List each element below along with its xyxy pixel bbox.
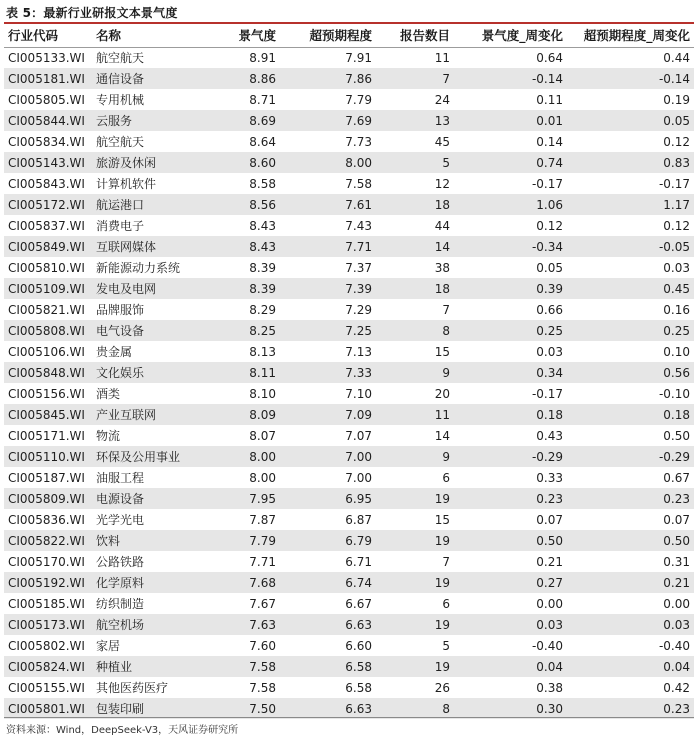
- table-row: [4, 362, 694, 383]
- cell-sentiment-weekly-change: 0.05: [536, 260, 563, 275]
- cell-sentiment: 7.87: [249, 512, 276, 527]
- cell-name: 航空机场: [96, 618, 145, 632]
- cell-industry-code: CI005192.WI: [8, 575, 85, 590]
- cell-surprise-degree: 7.79: [345, 92, 372, 107]
- cell-sentiment: 8.39: [249, 281, 276, 296]
- cell-sentiment-weekly-change: 0.23: [536, 491, 563, 506]
- cell-industry-code: CI005849.WI: [8, 239, 85, 254]
- cell-report-count: 19: [434, 533, 450, 548]
- cell-sentiment: 8.69: [249, 113, 276, 128]
- cell-name: 消费电子: [96, 219, 145, 233]
- header-surprise-degree: 超预期程度: [280, 24, 376, 47]
- cell-surprise-degree: 7.37: [345, 260, 372, 275]
- cell-sentiment: 8.39: [249, 260, 276, 275]
- cell-name: 环保及公用事业: [96, 450, 181, 464]
- cell-report-count: 18: [434, 281, 450, 296]
- cell-name: 公路铁路: [96, 555, 145, 569]
- cell-sentiment: 8.71: [249, 92, 276, 107]
- table-row: [4, 194, 694, 215]
- cell-name: 电源设备: [96, 492, 145, 506]
- cell-surprise-weekly-change: -0.17: [658, 176, 690, 191]
- cell-report-count: 12: [434, 176, 450, 191]
- cell-sentiment: 8.07: [249, 428, 276, 443]
- cell-name: 贵金属: [96, 345, 133, 359]
- cell-report-count: 8: [442, 701, 450, 716]
- table-row: [4, 341, 694, 362]
- header-sentiment-weekly-change: 景气度_周变化: [454, 24, 567, 47]
- cell-name: 其他医药医疗: [96, 681, 169, 695]
- cell-report-count: 18: [434, 197, 450, 212]
- cell-industry-code: CI005110.WI: [8, 449, 85, 464]
- cell-name: 专用机械: [96, 93, 145, 107]
- cell-report-count: 7: [442, 302, 450, 317]
- cell-surprise-degree: 7.29: [345, 302, 372, 317]
- cell-sentiment-weekly-change: -0.40: [531, 638, 563, 653]
- cell-report-count: 9: [442, 365, 450, 380]
- cell-name: 电气设备: [96, 324, 145, 338]
- table-row: [4, 47, 694, 68]
- table-row: [4, 173, 694, 194]
- cell-sentiment-weekly-change: 0.66: [536, 302, 563, 317]
- cell-sentiment: 7.68: [249, 575, 276, 590]
- cell-report-count: 26: [434, 680, 450, 695]
- header-surprise-weekly-change: 超预期程度_周变化: [567, 24, 694, 47]
- cell-name: 物流: [96, 429, 121, 443]
- cell-surprise-weekly-change: 0.23: [663, 491, 690, 506]
- cell-industry-code: CI005171.WI: [8, 428, 85, 443]
- industry-sentiment-table: [4, 24, 694, 719]
- table-row: [4, 572, 694, 593]
- cell-sentiment-weekly-change: 0.01: [536, 113, 563, 128]
- cell-industry-code: CI005845.WI: [8, 407, 85, 422]
- cell-sentiment-weekly-change: 0.39: [536, 281, 563, 296]
- cell-sentiment-weekly-change: 0.25: [536, 323, 563, 338]
- cell-surprise-weekly-change: -0.10: [658, 386, 690, 401]
- cell-sentiment: 7.95: [249, 491, 276, 506]
- table-row: [4, 467, 694, 488]
- cell-sentiment: 8.00: [249, 470, 276, 485]
- cell-surprise-degree: 7.25: [345, 323, 372, 338]
- cell-industry-code: CI005133.WI: [8, 50, 85, 65]
- cell-surprise-weekly-change: 0.42: [663, 680, 690, 695]
- cell-industry-code: CI005824.WI: [8, 659, 85, 674]
- cell-sentiment-weekly-change: 0.18: [536, 407, 563, 422]
- cell-report-count: 6: [442, 470, 450, 485]
- cell-industry-code: CI005143.WI: [8, 155, 85, 170]
- cell-report-count: 45: [434, 134, 450, 149]
- cell-surprise-weekly-change: 0.12: [663, 218, 690, 233]
- cell-sentiment-weekly-change: -0.29: [531, 449, 563, 464]
- cell-sentiment: 8.00: [249, 449, 276, 464]
- cell-surprise-degree: 7.61: [345, 197, 372, 212]
- table-caption: 表 5：最新行业研报文本景气度: [6, 6, 178, 20]
- cell-sentiment: 8.86: [249, 71, 276, 86]
- table-row: [4, 236, 694, 257]
- cell-industry-code: CI005821.WI: [8, 302, 85, 317]
- cell-name: 光学光电: [96, 513, 145, 527]
- cell-sentiment-weekly-change: 0.04: [536, 659, 563, 674]
- table-row: [4, 488, 694, 509]
- table-row: [4, 698, 694, 719]
- cell-sentiment: 8.64: [249, 134, 276, 149]
- cell-report-count: 7: [442, 71, 450, 86]
- cell-surprise-degree: 6.58: [345, 680, 372, 695]
- cell-surprise-degree: 7.39: [345, 281, 372, 296]
- cell-surprise-weekly-change: 0.50: [663, 428, 690, 443]
- cell-report-count: 11: [434, 50, 450, 65]
- cell-name: 饮料: [96, 534, 121, 548]
- cell-report-count: 44: [434, 218, 450, 233]
- cell-surprise-weekly-change: -0.14: [658, 71, 690, 86]
- cell-report-count: 15: [434, 512, 450, 527]
- cell-industry-code: CI005185.WI: [8, 596, 85, 611]
- cell-sentiment-weekly-change: 0.38: [536, 680, 563, 695]
- cell-name: 家居: [96, 639, 121, 653]
- cell-industry-code: CI005173.WI: [8, 617, 85, 632]
- header-name: 名称: [92, 24, 218, 47]
- cell-report-count: 38: [434, 260, 450, 275]
- cell-surprise-weekly-change: 0.31: [663, 554, 690, 569]
- cell-industry-code: CI005834.WI: [8, 134, 85, 149]
- cell-name: 云服务: [96, 114, 133, 128]
- table-row: [4, 677, 694, 698]
- header-industry-code: 行业代码: [4, 24, 92, 47]
- cell-surprise-degree: 6.95: [345, 491, 372, 506]
- cell-sentiment: 8.43: [249, 239, 276, 254]
- cell-report-count: 5: [442, 155, 450, 170]
- cell-sentiment: 8.43: [249, 218, 276, 233]
- cell-surprise-degree: 7.86: [345, 71, 372, 86]
- cell-surprise-weekly-change: 0.04: [663, 659, 690, 674]
- cell-surprise-weekly-change: 0.45: [663, 281, 690, 296]
- cell-sentiment: 7.58: [249, 659, 276, 674]
- cell-surprise-weekly-change: 0.03: [663, 617, 690, 632]
- cell-surprise-weekly-change: 0.05: [663, 113, 690, 128]
- table-row: [4, 425, 694, 446]
- cell-surprise-degree: 6.87: [345, 512, 372, 527]
- cell-sentiment: 7.79: [249, 533, 276, 548]
- cell-surprise-degree: 7.71: [345, 239, 372, 254]
- cell-sentiment: 8.56: [249, 197, 276, 212]
- table-row: [4, 446, 694, 467]
- cell-surprise-weekly-change: -0.05: [658, 239, 690, 254]
- cell-name: 纺织制造: [96, 597, 145, 611]
- table-row: [4, 215, 694, 236]
- cell-industry-code: CI005843.WI: [8, 176, 85, 191]
- cell-name: 新能源动力系统: [96, 261, 181, 275]
- cell-report-count: 8: [442, 323, 450, 338]
- cell-sentiment-weekly-change: -0.17: [531, 386, 563, 401]
- cell-report-count: 19: [434, 491, 450, 506]
- cell-industry-code: CI005156.WI: [8, 386, 85, 401]
- cell-industry-code: CI005801.WI: [8, 701, 85, 716]
- cell-sentiment: 8.09: [249, 407, 276, 422]
- cell-surprise-weekly-change: 0.23: [663, 701, 690, 716]
- cell-surprise-degree: 6.63: [345, 617, 372, 632]
- cell-surprise-weekly-change: 0.21: [663, 575, 690, 590]
- cell-surprise-degree: 6.79: [345, 533, 372, 548]
- cell-sentiment: 7.60: [249, 638, 276, 653]
- cell-surprise-degree: 6.63: [345, 701, 372, 716]
- cell-sentiment: 8.10: [249, 386, 276, 401]
- table-row: [4, 257, 694, 278]
- cell-sentiment: 7.50: [249, 701, 276, 716]
- table-row: [4, 593, 694, 614]
- cell-surprise-degree: 7.07: [345, 428, 372, 443]
- cell-sentiment-weekly-change: 0.27: [536, 575, 563, 590]
- cell-name: 计算机软件: [96, 177, 157, 191]
- cell-report-count: 24: [434, 92, 450, 107]
- cell-sentiment-weekly-change: 0.11: [536, 92, 563, 107]
- cell-surprise-weekly-change: 0.10: [663, 344, 690, 359]
- cell-surprise-degree: 7.09: [345, 407, 372, 422]
- table-row: [4, 404, 694, 425]
- table-row: [4, 299, 694, 320]
- cell-surprise-degree: 7.91: [345, 50, 372, 65]
- cell-surprise-weekly-change: 1.17: [663, 197, 690, 212]
- cell-surprise-weekly-change: 0.16: [663, 302, 690, 317]
- cell-sentiment-weekly-change: 0.30: [536, 701, 563, 716]
- cell-industry-code: CI005810.WI: [8, 260, 85, 275]
- table-row: [4, 614, 694, 635]
- cell-industry-code: CI005181.WI: [8, 71, 85, 86]
- cell-industry-code: CI005809.WI: [8, 491, 85, 506]
- cell-sentiment: 8.58: [249, 176, 276, 191]
- cell-industry-code: CI005837.WI: [8, 218, 85, 233]
- cell-sentiment-weekly-change: 0.03: [536, 617, 563, 632]
- table-header-row: [4, 24, 694, 47]
- cell-sentiment-weekly-change: 0.33: [536, 470, 563, 485]
- table-row: [4, 530, 694, 551]
- table-row: [4, 131, 694, 152]
- table-row: [4, 509, 694, 530]
- cell-name: 酒类: [96, 387, 121, 401]
- cell-sentiment: 8.13: [249, 344, 276, 359]
- cell-sentiment: 8.29: [249, 302, 276, 317]
- cell-sentiment-weekly-change: 0.64: [536, 50, 563, 65]
- cell-industry-code: CI005822.WI: [8, 533, 85, 548]
- cell-name: 品牌服饰: [96, 303, 145, 317]
- cell-report-count: 6: [442, 596, 450, 611]
- cell-sentiment: 7.67: [249, 596, 276, 611]
- table-row: [4, 89, 694, 110]
- cell-industry-code: CI005844.WI: [8, 113, 85, 128]
- cell-surprise-degree: 6.74: [345, 575, 372, 590]
- cell-industry-code: CI005836.WI: [8, 512, 85, 527]
- cell-industry-code: CI005805.WI: [8, 92, 85, 107]
- table-row: [4, 383, 694, 404]
- cell-sentiment-weekly-change: 1.06: [536, 197, 563, 212]
- cell-name: 化学原料: [96, 576, 145, 590]
- cell-name: 通信设备: [96, 72, 145, 86]
- cell-surprise-degree: 6.67: [345, 596, 372, 611]
- cell-report-count: 7: [442, 554, 450, 569]
- cell-report-count: 15: [434, 344, 450, 359]
- cell-surprise-degree: 8.00: [345, 155, 372, 170]
- cell-surprise-weekly-change: 0.12: [663, 134, 690, 149]
- cell-sentiment: 8.25: [249, 323, 276, 338]
- cell-name: 旅游及休闲: [96, 156, 157, 170]
- cell-sentiment-weekly-change: 0.50: [536, 533, 563, 548]
- cell-industry-code: CI005808.WI: [8, 323, 85, 338]
- cell-surprise-degree: 7.58: [345, 176, 372, 191]
- cell-report-count: 19: [434, 659, 450, 674]
- cell-surprise-weekly-change: 0.07: [663, 512, 690, 527]
- cell-industry-code: CI005848.WI: [8, 365, 85, 380]
- cell-name: 航空航天: [96, 135, 145, 149]
- cell-surprise-degree: 6.58: [345, 659, 372, 674]
- table-row: [4, 320, 694, 341]
- cell-sentiment-weekly-change: 0.34: [536, 365, 563, 380]
- cell-surprise-weekly-change: 0.83: [663, 155, 690, 170]
- cell-surprise-degree: 7.00: [345, 470, 372, 485]
- cell-surprise-weekly-change: 0.56: [663, 365, 690, 380]
- cell-sentiment-weekly-change: -0.34: [531, 239, 563, 254]
- cell-surprise-weekly-change: 0.50: [663, 533, 690, 548]
- cell-sentiment: 7.71: [249, 554, 276, 569]
- cell-sentiment-weekly-change: 0.12: [536, 218, 563, 233]
- cell-industry-code: CI005187.WI: [8, 470, 85, 485]
- cell-surprise-degree: 7.33: [345, 365, 372, 380]
- cell-surprise-weekly-change: 0.67: [663, 470, 690, 485]
- cell-surprise-weekly-change: -0.29: [658, 449, 690, 464]
- cell-surprise-weekly-change: 0.44: [663, 50, 690, 65]
- cell-name: 发电及电网: [96, 282, 157, 296]
- cell-sentiment-weekly-change: 0.07: [536, 512, 563, 527]
- cell-name: 包装印刷: [96, 702, 145, 716]
- cell-name: 种植业: [96, 660, 133, 674]
- cell-sentiment: 7.58: [249, 680, 276, 695]
- table-row: [4, 152, 694, 173]
- cell-report-count: 14: [434, 428, 450, 443]
- cell-surprise-degree: 7.13: [345, 344, 372, 359]
- cell-surprise-degree: 7.00: [345, 449, 372, 464]
- cell-report-count: 19: [434, 617, 450, 632]
- cell-surprise-weekly-change: -0.40: [658, 638, 690, 653]
- table-row: [4, 110, 694, 131]
- cell-surprise-degree: 7.10: [345, 386, 372, 401]
- cell-name: 文化娱乐: [96, 366, 145, 380]
- cell-name: 产业互联网: [96, 408, 157, 422]
- table-row: [4, 68, 694, 89]
- cell-surprise-weekly-change: 0.19: [663, 92, 690, 107]
- cell-sentiment: 8.11: [249, 365, 276, 380]
- cell-industry-code: CI005155.WI: [8, 680, 85, 695]
- cell-name: 油服工程: [96, 471, 145, 485]
- cell-industry-code: CI005802.WI: [8, 638, 85, 653]
- cell-name: 航运港口: [96, 198, 145, 212]
- cell-sentiment-weekly-change: 0.74: [536, 155, 563, 170]
- cell-sentiment-weekly-change: -0.17: [531, 176, 563, 191]
- cell-name: 航空航天: [96, 51, 145, 66]
- table-body: [4, 47, 694, 719]
- cell-sentiment-weekly-change: 0.43: [536, 428, 563, 443]
- cell-sentiment-weekly-change: 0.00: [536, 596, 563, 611]
- header-report-count: 报告数目: [376, 24, 454, 47]
- cell-surprise-degree: 6.71: [345, 554, 372, 569]
- cell-surprise-degree: 7.69: [345, 113, 372, 128]
- cell-name: 互联网媒体: [96, 240, 157, 254]
- cell-surprise-weekly-change: 0.25: [663, 323, 690, 338]
- cell-sentiment-weekly-change: -0.14: [531, 71, 563, 86]
- source-note: 资料来源：Wind，DeepSeek-V3，天风证券研究所: [6, 725, 239, 736]
- cell-report-count: 19: [434, 575, 450, 590]
- cell-sentiment-weekly-change: 0.21: [536, 554, 563, 569]
- cell-report-count: 11: [434, 407, 450, 422]
- cell-surprise-degree: 7.73: [345, 134, 372, 149]
- header-sentiment: 景气度: [218, 24, 280, 47]
- table-row: [4, 635, 694, 656]
- cell-industry-code: CI005170.WI: [8, 554, 85, 569]
- cell-sentiment: 8.91: [249, 50, 276, 65]
- cell-report-count: 5: [442, 638, 450, 653]
- cell-industry-code: CI005106.WI: [8, 344, 85, 359]
- cell-surprise-weekly-change: 0.03: [663, 260, 690, 275]
- cell-industry-code: CI005109.WI: [8, 281, 85, 296]
- cell-report-count: 14: [434, 239, 450, 254]
- table-row: [4, 551, 694, 572]
- cell-surprise-weekly-change: 0.00: [663, 596, 690, 611]
- cell-sentiment-weekly-change: 0.03: [536, 344, 563, 359]
- cell-sentiment-weekly-change: 0.14: [536, 134, 563, 149]
- cell-report-count: 13: [434, 113, 450, 128]
- cell-sentiment: 7.63: [249, 617, 276, 632]
- cell-report-count: 9: [442, 449, 450, 464]
- cell-industry-code: CI005172.WI: [8, 197, 85, 212]
- cell-report-count: 20: [434, 386, 450, 401]
- cell-sentiment: 8.60: [249, 155, 276, 170]
- table-row: [4, 278, 694, 299]
- cell-surprise-degree: 6.60: [345, 638, 372, 653]
- table-row: [4, 656, 694, 677]
- table-bottom-rule: [4, 717, 694, 718]
- cell-surprise-degree: 7.43: [345, 218, 372, 233]
- cell-surprise-weekly-change: 0.18: [663, 407, 690, 422]
